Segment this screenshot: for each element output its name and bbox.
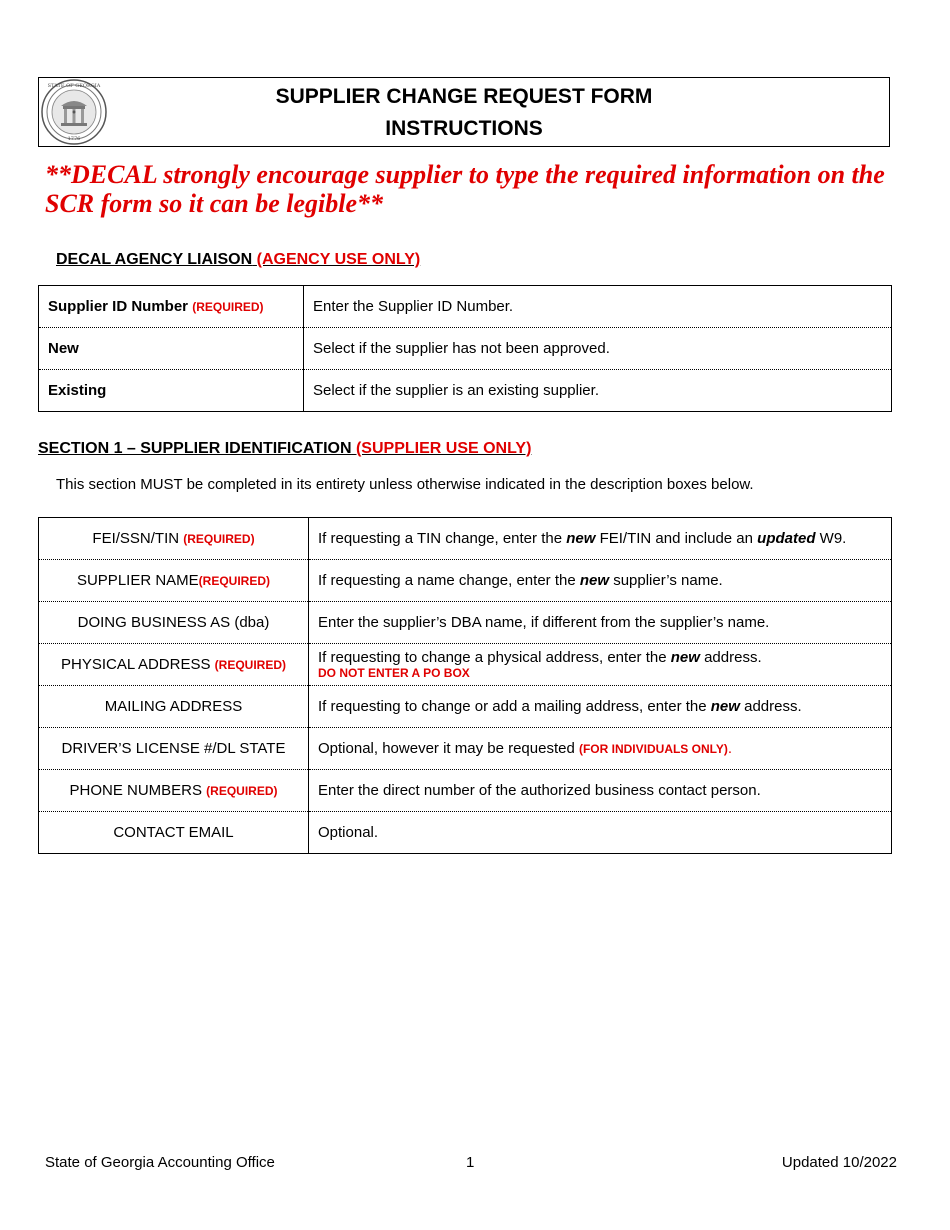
- table-desc-cell: If requesting to change a physical address, enter the new address. DO NOT ENTER A PO BOX: [309, 644, 892, 686]
- table-desc-cell: Optional, however it may be requested (FOR INDIVIDUALS ONLY).: [309, 728, 892, 770]
- table-desc-cell: If requesting a name change, enter the new supplier’s name.: [309, 560, 892, 602]
- table-label-cell: PHYSICAL ADDRESS (REQUIRED): [39, 644, 309, 686]
- table-row: [39, 370, 892, 412]
- table-label-cell: CONTACT EMAIL: [39, 812, 309, 854]
- table-row: [39, 328, 892, 370]
- table-desc-cell: Optional.: [309, 812, 892, 854]
- table-row: [39, 602, 892, 644]
- svg-text:1776: 1776: [67, 136, 81, 142]
- table-row: [39, 644, 892, 686]
- table-label-cell: MAILING ADDRESS: [39, 686, 309, 728]
- table-label-cell: FEI/SSN/TIN (REQUIRED): [39, 518, 309, 560]
- header-box: [38, 77, 890, 147]
- table-desc-cell: Enter the Supplier ID Number.: [304, 286, 892, 328]
- table-row: [39, 728, 892, 770]
- section1-heading: [38, 440, 531, 458]
- liaison-heading-tag: (AGENCY USE ONLY): [256, 251, 421, 268]
- table-label-cell: SUPPLIER NAME(REQUIRED): [39, 560, 309, 602]
- footer-left: State of Georgia Accounting Office: [45, 1154, 275, 1171]
- table-label-cell: New: [39, 328, 304, 370]
- liaison-table: [38, 285, 892, 412]
- section1-intro: This section MUST be completed in its entirety unless otherwise indicated in the description boxes below.: [56, 476, 754, 493]
- table-desc-cell: Enter the supplier’s DBA name, if different from the supplier’s name.: [309, 602, 892, 644]
- table-row: [39, 518, 892, 560]
- table-label-cell: DRIVER’S LICENSE #/DL STATE: [39, 728, 309, 770]
- table-row: [39, 560, 892, 602]
- table-desc-cell: Enter the direct number of the authorized business contact person.: [309, 770, 892, 812]
- table-row: [39, 686, 892, 728]
- table-desc-cell: Select if the supplier is an existing supplier.: [304, 370, 892, 412]
- liaison-heading: [56, 251, 420, 269]
- table-row: [39, 812, 892, 854]
- legibility-notice: **DECAL strongly encourage supplier to type the required information on the SCR form so it can be legible**: [45, 160, 885, 218]
- table-desc-cell: If requesting to change or add a mailing address, enter the new address.: [309, 686, 892, 728]
- table-label-cell: Existing: [39, 370, 304, 412]
- footer-updated: Updated 10/2022: [781, 1154, 897, 1171]
- po-box-note: DO NOT ENTER A PO BOX: [318, 666, 470, 680]
- footer-page-number: 1: [466, 1154, 475, 1171]
- table-label-cell: PHONE NUMBERS (REQUIRED): [39, 770, 309, 812]
- section1-heading-text: SECTION 1 – SUPPLIER IDENTIFICATION: [38, 440, 352, 457]
- liaison-heading-text: DECAL AGENCY LIAISON: [56, 251, 253, 268]
- table-row: [39, 286, 892, 328]
- table-label-cell: DOING BUSINESS AS (dba): [39, 602, 309, 644]
- page-subtitle: INSTRUCTIONS: [385, 117, 543, 140]
- page-title: SUPPLIER CHANGE REQUEST FORM: [275, 85, 653, 108]
- section1-table: [38, 517, 892, 854]
- table-label-cell: Supplier ID Number (REQUIRED): [39, 286, 304, 328]
- table-row: [39, 770, 892, 812]
- table-desc-cell: Select if the supplier has not been approved.: [304, 328, 892, 370]
- table-desc-cell: If requesting a TIN change, enter the new FEI/TIN and include an updated W9.: [309, 518, 892, 560]
- section1-heading-tag: (SUPPLIER USE ONLY): [355, 440, 532, 457]
- svg-text:STATE OF GEORGIA: STATE OF GEORGIA: [47, 83, 101, 89]
